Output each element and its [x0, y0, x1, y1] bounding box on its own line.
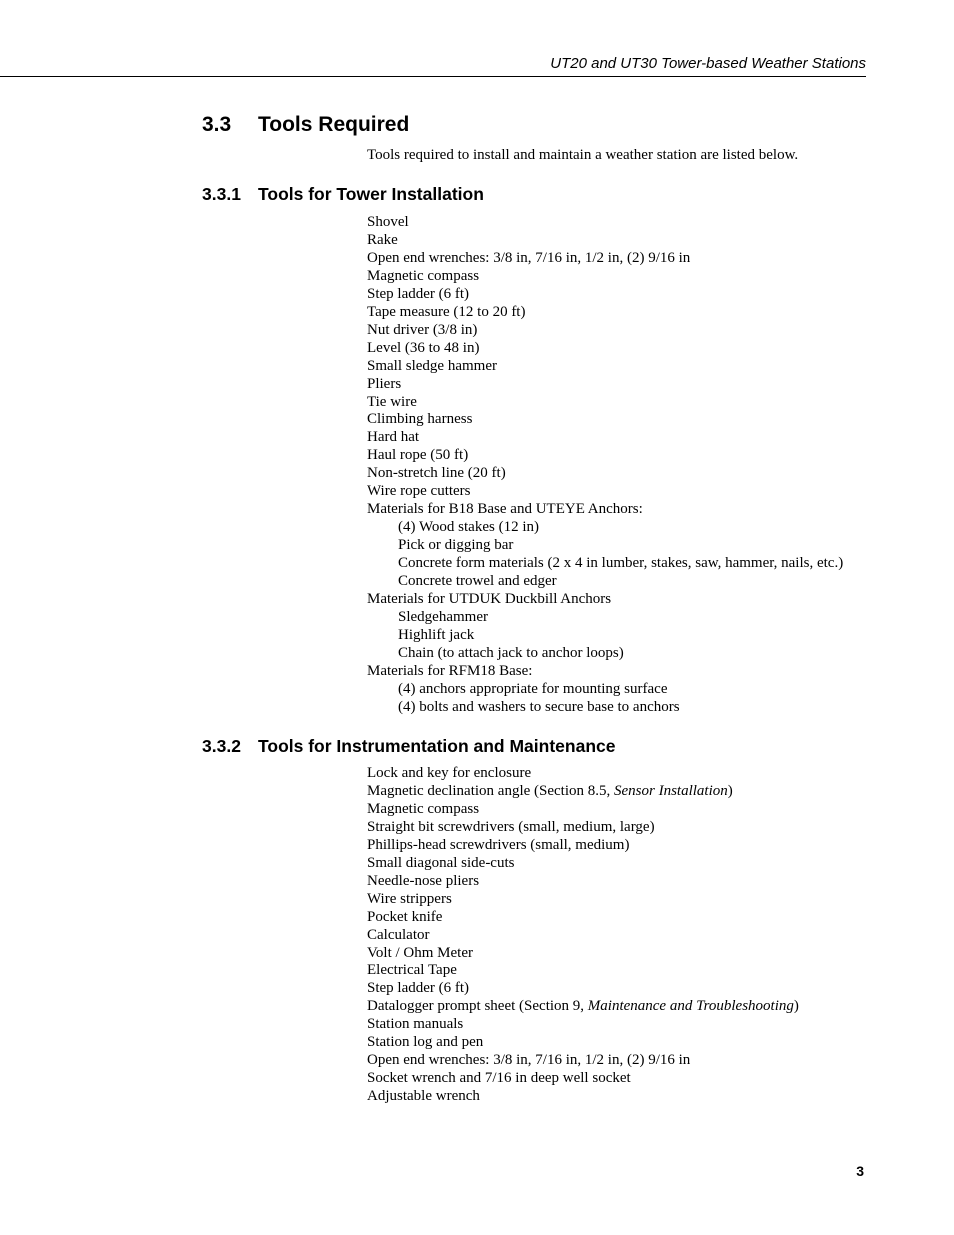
list-item: Non-stretch line (20 ft) [367, 465, 506, 482]
declination-suffix: ) [727, 782, 733, 799]
subsection-heading-tower [202, 183, 484, 205]
list-item: Step ladder (6 ft) [367, 285, 470, 302]
list-item: Station manuals [367, 1016, 464, 1033]
list-item: Open end wrenches: 3/8 in, 7/16 in, 1/2 in, (2) 9/16 in [367, 249, 691, 266]
section-intro: Tools required to install and maintain a weather station are listed below. [367, 147, 799, 163]
list-subitem: Pick or digging bar [398, 537, 514, 554]
list-subitem: Sledgehammer [398, 608, 488, 625]
list-item: Materials for UTDUK Duckbill Anchors [367, 591, 612, 608]
list-item: Pocket knife [367, 908, 443, 925]
section-title: Tools Required [258, 113, 410, 136]
list-item: Adjustable wrench [367, 1088, 480, 1105]
list-item: Haul rope (50 ft) [367, 447, 469, 464]
list-item: Magnetic compass [367, 800, 480, 817]
list-item: Tape measure (12 to 20 ft) [367, 303, 526, 320]
list-item: Shovel [367, 214, 409, 230]
instrumentation-tools-list [367, 765, 799, 1106]
prompt-sheet-reference: Maintenance and Troubleshooting [587, 998, 794, 1015]
list-item: Climbing harness [367, 411, 473, 428]
list-subitem: (4) bolts and washers to secure base to anchors [398, 698, 680, 715]
list-item-declination [367, 783, 799, 801]
list-subitem: Highlift jack [398, 626, 475, 643]
subsection-number: 3.3.2 [202, 736, 241, 756]
list-item: Magnetic compass [367, 267, 480, 284]
list-item: Straight bit screwdrivers (small, medium, large) [367, 818, 655, 835]
list-item: Hard hat [367, 429, 420, 446]
list-item: Small sledge hammer [367, 357, 497, 374]
list-item: Materials for RFM18 Base: [367, 662, 533, 679]
list-item: Rake [367, 231, 398, 248]
list-item: Lock and key for enclosure [367, 765, 532, 781]
section-heading [202, 112, 409, 138]
list-item: Needle-nose pliers [367, 872, 480, 889]
tower-tools-list [367, 214, 843, 717]
list-item: Station log and pen [367, 1034, 484, 1051]
list-subitem: (4) anchors appropriate for mounting surface [398, 680, 668, 697]
list-item: Volt / Ohm Meter [367, 944, 473, 961]
list-item: Open end wrenches: 3/8 in, 7/16 in, 1/2 in, (2) 9/16 in [367, 1052, 691, 1069]
declination-reference: Sensor Installation [614, 782, 728, 799]
list-item: Tie wire [367, 393, 417, 410]
subsection-title: Tools for Instrumentation and Maintenance [258, 736, 616, 756]
list-item: Level (36 to 48 in) [367, 339, 480, 356]
list-subitem: Chain (to attach jack to anchor loops) [398, 644, 624, 661]
page-number: 3 [856, 1163, 864, 1179]
list-item: Step ladder (6 ft) [367, 980, 470, 997]
list-item: Materials for B18 Base and UTEYE Anchors: [367, 501, 643, 518]
prompt-sheet-suffix: ) [793, 998, 799, 1015]
list-subitem: Concrete form materials (2 x 4 in lumber, stakes, saw, hammer, nails, etc.) [398, 555, 844, 572]
running-header [0, 55, 866, 77]
prompt-sheet-prefix: Datalogger prompt sheet (Section 9, [367, 998, 588, 1015]
list-item: Socket wrench and 7/16 in deep well socket [367, 1070, 631, 1087]
list-subitem: Concrete trowel and edger [398, 573, 557, 590]
subsection-heading-instrumentation [202, 735, 615, 757]
list-item: Wire strippers [367, 890, 452, 907]
list-item-prompt-sheet [367, 998, 799, 1016]
declination-prefix: Magnetic declination angle (Section 8.5, [367, 782, 615, 799]
list-item: Pliers [367, 375, 402, 392]
subsection-title: Tools for Tower Installation [258, 184, 484, 204]
list-subitem: (4) Wood stakes (12 in) [398, 519, 539, 536]
list-item: Wire rope cutters [367, 483, 471, 500]
running-header-title: UT20 and UT30 Tower-based Weather Stations [550, 55, 866, 72]
section-number: 3.3 [202, 113, 232, 136]
subsection-number: 3.3.1 [202, 184, 241, 204]
list-item: Electrical Tape [367, 962, 457, 979]
list-item: Small diagonal side-cuts [367, 854, 515, 871]
list-item: Nut driver (3/8 in) [367, 321, 478, 338]
list-item: Phillips-head screwdrivers (small, medium) [367, 836, 630, 853]
list-item: Calculator [367, 926, 430, 943]
